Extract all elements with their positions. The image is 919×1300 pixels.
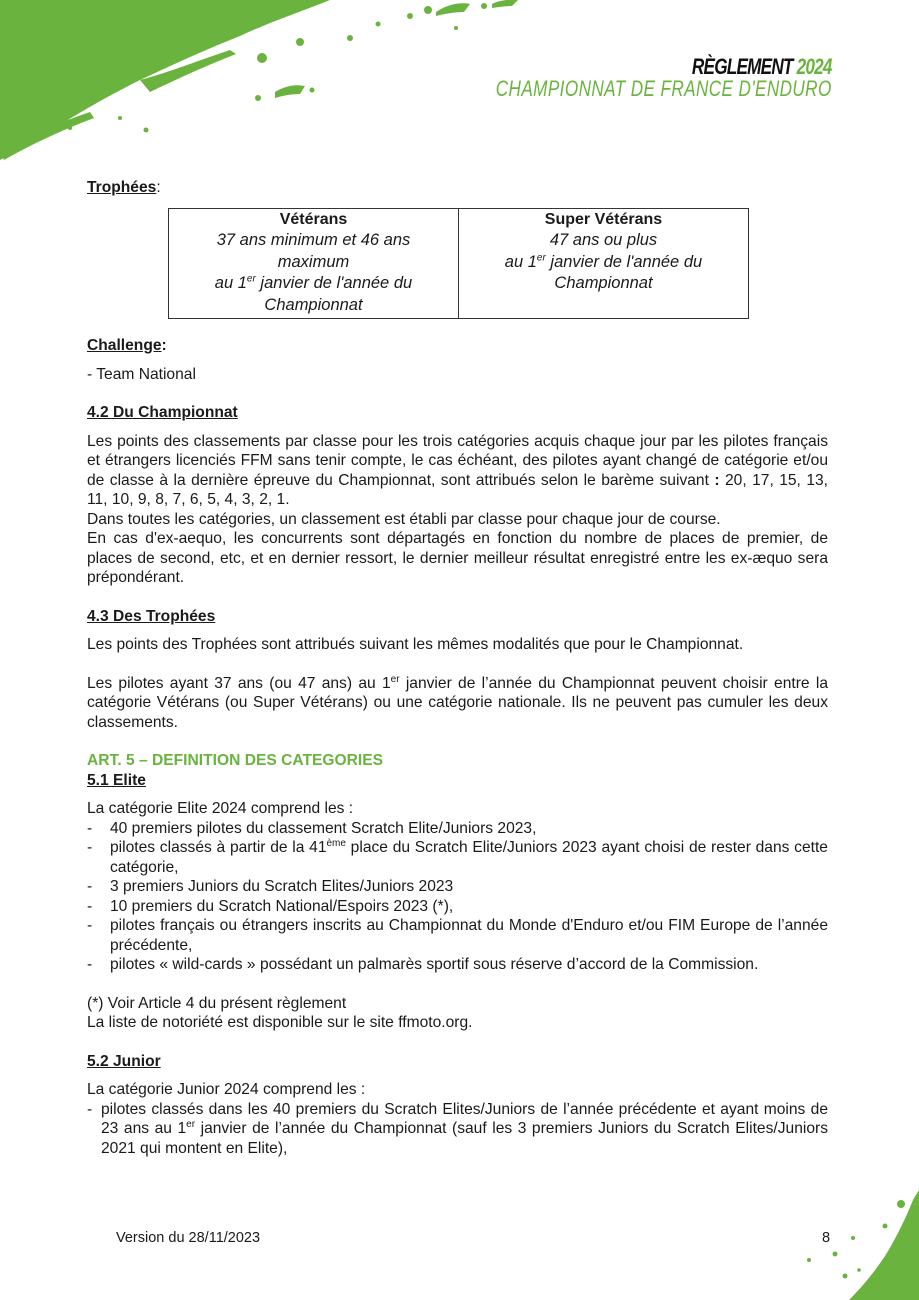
- category-age-range: 37 ans minimum et 46 ans maximum: [216, 231, 411, 271]
- trophees-table-row: [169, 208, 749, 319]
- trophees-heading-text: Trophées: [87, 179, 157, 196]
- list-item: - 10 premiers du Scratch National/Espoirs 2023 (*),: [87, 897, 828, 917]
- trophees-cell-veterans: [169, 208, 459, 319]
- category-date-ref: au 1er janvier de l'année du Championnat: [214, 273, 413, 314]
- header-title-year: 2024: [796, 54, 832, 79]
- section-5-2-intro: La catégorie Junior 2024 comprend les :: [87, 1081, 366, 1098]
- section-4-2-paragraph-1: Les points des classements par classe pour les trois catégories acquis chaque jour par les pilotes français et étrangers licenciés FFM sans tenir compte, le cas échéant, des pilotes ayant changé de catégorie et/ou de classe à la dernière épreuve du Championnat, sont attribués selon le barème suivant : 20, 17, 15, 13, 11, 10, 9, 8, 7, 6, 5, 4, 3, 2, 1.: [87, 432, 828, 508]
- section-4-3-heading: 4.3 Des Trophées: [87, 607, 216, 625]
- list-item: - pilotes « wild-cards » possédant un palmarès sportif sous réserve d’accord de la Commission.: [87, 955, 828, 975]
- trophees-heading: [87, 178, 828, 198]
- challenge-heading: [87, 336, 828, 356]
- document-header: [401, 56, 832, 100]
- category-age-range: 47 ans ou plus: [549, 231, 658, 249]
- green-splash-bottom-right: [749, 1190, 919, 1300]
- trophees-cell-super-veterans: [459, 208, 749, 319]
- section-5-1-heading: 5.1 Elite: [87, 771, 146, 789]
- section-5-1-intro: La catégorie Elite 2024 comprend les :: [87, 800, 354, 817]
- list-item: - pilotes classés à partir de la 41ème place du Scratch Elite/Juniors 2023 ayant choisi de rester dans cette catégorie,: [87, 838, 828, 877]
- footer-version: Version du 28/11/2023: [116, 1230, 261, 1246]
- section-5-1-list: [87, 819, 828, 975]
- header-title-main: RÈGLEMENT: [692, 54, 793, 79]
- list-item: - pilotes français ou étrangers inscrits au Championnat du Monde d'Enduro et/ou FIM Europe de l’année précédente,: [87, 916, 828, 955]
- page-number: 8: [822, 1230, 831, 1246]
- section-5-2-list: [87, 1100, 828, 1159]
- challenge-heading-suffix: :: [161, 337, 167, 354]
- section-4-3-paragraph-1: Les points des Trophées sont attribués suivant les mêmes modalités que pour le Championnat.: [87, 636, 744, 653]
- header-subtitle: CHAMPIONNAT DE FRANCE D'ENDURO: [496, 76, 832, 101]
- section-5-1-note-2: La liste de notoriété est disponible sur le site ffmoto.org.: [87, 1014, 473, 1031]
- section-4-2-paragraph-2: Dans toutes les catégories, un classement est établi par classe pour chaque jour de course.: [87, 510, 721, 528]
- document-body: [87, 178, 828, 1158]
- section-4-3-paragraph-2: Les pilotes ayant 37 ans (ou 47 ans) au 1er janvier de l’année du Championnat peuvent choisir entre la catégorie Vétérans (ou Super Vétérans) ou une catégorie nationale. Ils ne peuvent pas cumuler les deux classements.: [87, 673, 828, 731]
- section-4-2-paragraph-3: En cas d'ex-aequo, les concurrents sont départagés en fonction du nombre de places de premier, de places de second, etc, et en dernier ressort, le dernier meilleur résultat enregistré entre les ex-æquo sera prépondérant.: [87, 530, 828, 586]
- section-5-2-heading: 5.2 Junior: [87, 1052, 161, 1070]
- header-title: [496, 56, 832, 78]
- list-item: - pilotes classés dans les 40 premiers du Scratch Elites/Juniors de l’année précédente et ayant moins de 23 ans au 1er janvier de l’année du Championnat (sauf les 3 premiers Juniors du Scratch Elites/Juniors 2021 qui montent en Elite),: [87, 1100, 828, 1159]
- article-5-heading: ART. 5 – DEFINITION DES CATEGORIES: [87, 752, 384, 769]
- challenge-heading-text: Challenge: [87, 337, 162, 354]
- category-name: Vétérans: [279, 210, 348, 228]
- category-name: Super Vétérans: [544, 210, 663, 228]
- category-date-ref: au 1er janvier de l'année du Championnat: [504, 252, 703, 292]
- list-item: - 40 premiers pilotes du classement Scratch Elite/Juniors 2023,: [87, 819, 828, 839]
- challenge-item: - Team National: [87, 365, 196, 383]
- trophees-table: [168, 208, 749, 320]
- section-4-2-heading: 4.2 Du Championnat: [87, 404, 238, 421]
- list-item: - 3 premiers Juniors du Scratch Elites/Juniors 2023: [87, 877, 828, 897]
- section-5-1-note-1: (*) Voir Article 4 du présent règlement: [87, 994, 347, 1012]
- trophees-heading-suffix: :: [156, 179, 161, 196]
